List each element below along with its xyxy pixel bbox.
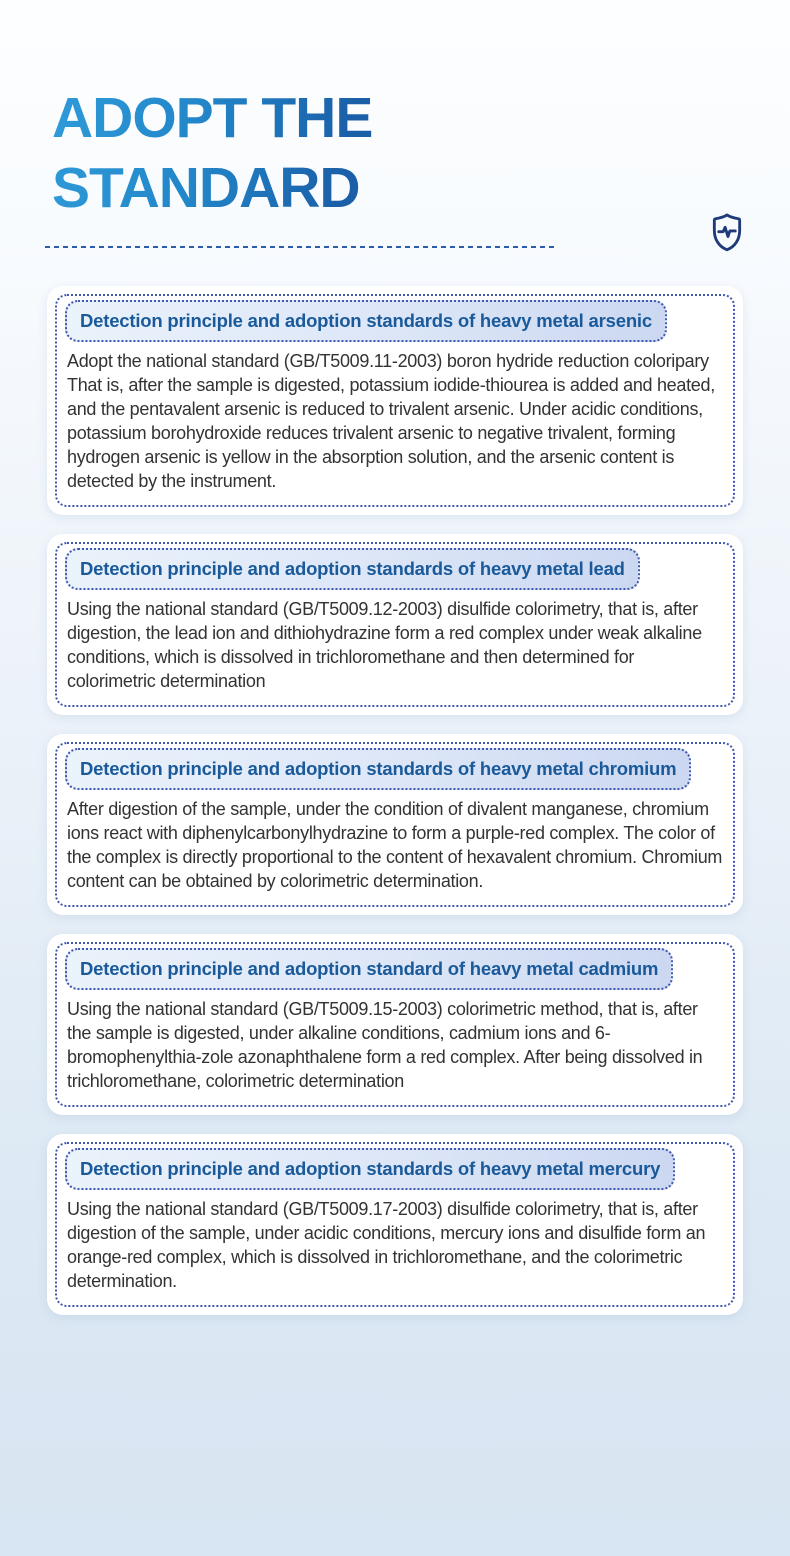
card-cadmium [47, 934, 743, 1115]
card-chromium [47, 734, 743, 915]
page-title-line-2: STANDARD [52, 156, 360, 220]
page-title [52, 83, 372, 223]
card-dotted-frame [55, 942, 735, 1107]
standards-card-list [47, 286, 743, 1315]
card-title-box [65, 300, 667, 342]
card-title-box [65, 748, 691, 790]
adopt-the-standard-page [0, 83, 790, 1556]
card-arsenic [47, 286, 743, 515]
card-title: Detection principle and adoption standards of heavy metal lead [80, 558, 625, 579]
card-title: Detection principle and adoption standards of heavy metal arsenic [80, 310, 652, 331]
shield-pulse-icon [708, 211, 746, 255]
card-lead [47, 534, 743, 715]
card-title-box [65, 948, 673, 990]
title-divider-dashes [45, 246, 555, 248]
card-body-text: Using the national standard (GB/T5009.12-2003) disulfide colorimetry, that is, after digestion, the lead ion and dithiohydrazine form a red complex under weak alkaline conditions, which is dissolved in trichloromethane and then determined for colorimetric determination [67, 599, 702, 691]
page-title-line-1: ADOPT THE [52, 86, 373, 150]
card-title: Detection principle and adoption standard of heavy metal cadmium [80, 958, 659, 979]
card-dotted-frame [55, 542, 735, 707]
card-body-text: Using the national standard (GB/T5009.15-2003) colorimetric method, that is, after the sample is digested, under alkaline conditions, cadmium ions and 6-bromophenylthia-zole azonaphthalene form a red complex. After being dissolved in trichloromethane, colorimetric determination [67, 999, 703, 1091]
card-title-box [65, 548, 640, 590]
card-title-box [65, 1148, 675, 1190]
card-title: Detection principle and adoption standards of heavy metal chromium [80, 758, 677, 779]
card-dotted-frame [55, 742, 735, 907]
header [0, 83, 790, 248]
card-mercury [47, 1134, 743, 1315]
card-dotted-frame [55, 1142, 735, 1307]
card-title: Detection principle and adoption standards of heavy metal mercury [80, 1158, 661, 1179]
card-body-text: Adopt the national standard (GB/T5009.11-2003) boron hydride reduction coloripary That is, after the sample is digested, potassium iodide-thiourea is added and heated, and the pentavalent arsenic is reduced to trivalent arsenic. Under acidic conditions, potassium borohydroxide reduces trivalent arsenic to negative trivalent, forming hydrogen arsenic is yellow in the absorption solution, and the arsenic content is detected by the instrument. [67, 351, 715, 491]
card-dotted-frame [55, 294, 735, 507]
card-body-text: Using the national standard (GB/T5009.17-2003) disulfide colorimetry, that is, after digestion of the sample, under acidic conditions, mercury ions and disulfide form an orange-red complex, which is dissolved in trichloromethane, and the colorimetric determination. [67, 1199, 706, 1291]
card-body-text: After digestion of the sample, under the condition of divalent manganese, chromium ions react with diphenylcarbonylhydrazine to form a purple-red complex. The color of the complex is directly proportional to the content of hexavalent chromium. Chromium content can be obtained by colorimetric determination. [67, 799, 723, 891]
